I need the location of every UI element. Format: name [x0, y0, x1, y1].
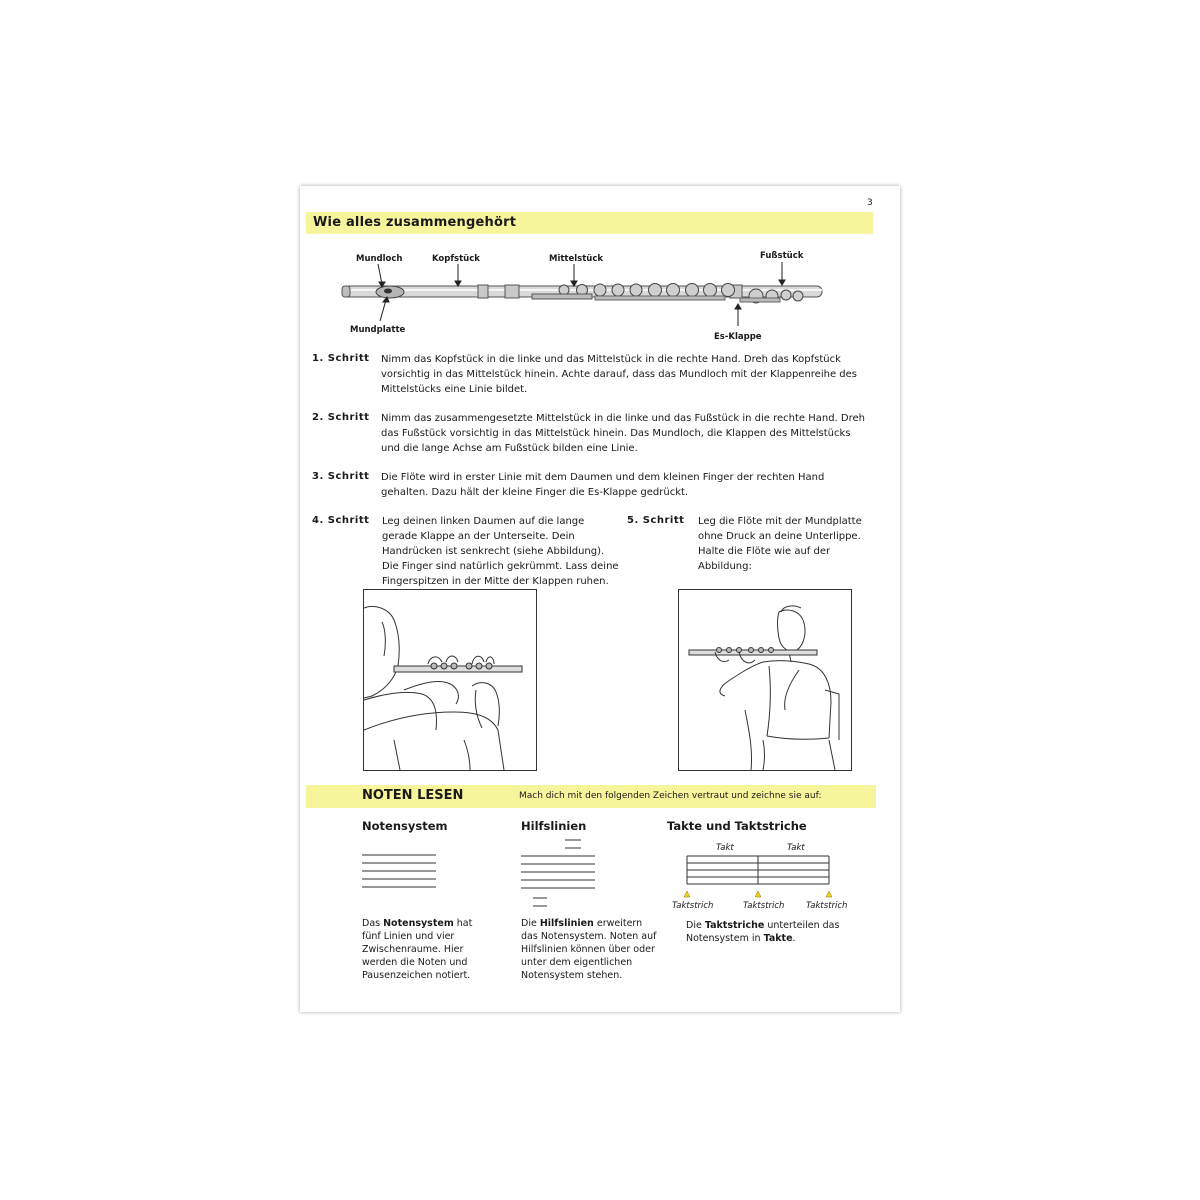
step-4-label: 4. Schritt [312, 515, 370, 526]
label-mittelstueck: Mittelstück [549, 254, 604, 264]
label-mundloch: Mundloch [356, 254, 403, 264]
step-5-label: 5. Schritt [627, 515, 685, 526]
illustration-seated-player [678, 589, 852, 771]
takt-label-2: Takt [787, 843, 805, 853]
hilfslinien-text: Die Hilfslinien erweitern das Notensystem. Noten auf Hilfslinien können über oder unter dem eigentlichen Notensystem stehen. [521, 918, 657, 981]
page [300, 186, 900, 1012]
taktstrich-label-1: Taktstrich [672, 901, 714, 911]
noten-lesen-subtitle: Mach dich mit den folgenden Zeichen vertraut und zeichne sie auf: [519, 791, 822, 801]
hilfslinien-title: Hilfslinien [521, 819, 587, 833]
taktstrich-label-2: Taktstrich [743, 901, 785, 911]
step-3-text: Die Flöte wird in erster Linie mit dem Daumen und dem kleinen Finger der rechten Hand gehalten. Dazu hält der kleine Finger die Es-Klappe gedrückt. [381, 472, 825, 498]
step-1-text: Nimm das Kopfstück in die linke und das Mittelstück in die rechte Hand. Dreh das Kopfstück vorsichtig in das Mittelstück hinein. Achte darauf, dass das Mundloch mit der Klappenreihe des Mittelstücks eine Linie bildet. [381, 354, 857, 395]
step-1-label: 1. Schritt [312, 353, 370, 364]
label-es-klappe: Es-Klappe [714, 332, 762, 342]
noten-lesen-title: NOTEN LESEN [362, 788, 464, 803]
step-2-label: 2. Schritt [312, 412, 370, 423]
takte-text: Die Taktstriche unterteilen das Notensystem in Takte. [686, 920, 840, 944]
step-5-text: Leg die Flöte mit der Mundplatte ohne Druck an deine Unterlippe. Halte die Flöte wie auf der Abbildung: [698, 516, 862, 572]
notensystem-title: Notensystem [362, 819, 448, 833]
step-3-label: 3. Schritt [312, 471, 370, 482]
taktstrich-label-3: Taktstrich [806, 901, 848, 911]
notensystem-text: Das Notensystem hat fünf Linien und vier Zwischenraume. Hier werden die Noten und Pausenzeichen notiert. [362, 918, 473, 981]
step-4-text: Leg deinen linken Daumen auf die lange gerade Klappe an der Unterseite. Dein Handrücken ist senkrecht (siehe Abbildung). Die Finger sind natürlich gekrümmt. Lass deine Fingerspitzen in der Mitte der Klappen ruhen. [382, 516, 619, 587]
label-fussstueck: Fußstück [760, 251, 804, 261]
takte-staff [684, 854, 832, 900]
noten-lesen-banner [306, 785, 876, 808]
section-title: Wie alles zusammengehört [313, 215, 517, 230]
hilfslinien-staff [521, 836, 597, 912]
label-kopfstueck: Kopfstück [432, 254, 480, 264]
notensystem-staff [362, 851, 438, 893]
takt-label-1: Takt [716, 843, 734, 853]
step-2-text: Nimm das zusammengesetzte Mittelstück in die linke und das Fußstück in die rechte Hand. Dreh das Fußstück vorsichtig in das Mittelstück hinein. Das Mundloch, die Klappen des Mittelstücks und die lange Achse am Fußstück bilden eine Linie. [381, 413, 865, 454]
illustration-hand-position [363, 589, 537, 771]
takte-title: Takte und Taktstriche [667, 819, 807, 833]
page-number: 3 [867, 198, 873, 208]
label-mundplatte: Mundplatte [350, 325, 406, 335]
